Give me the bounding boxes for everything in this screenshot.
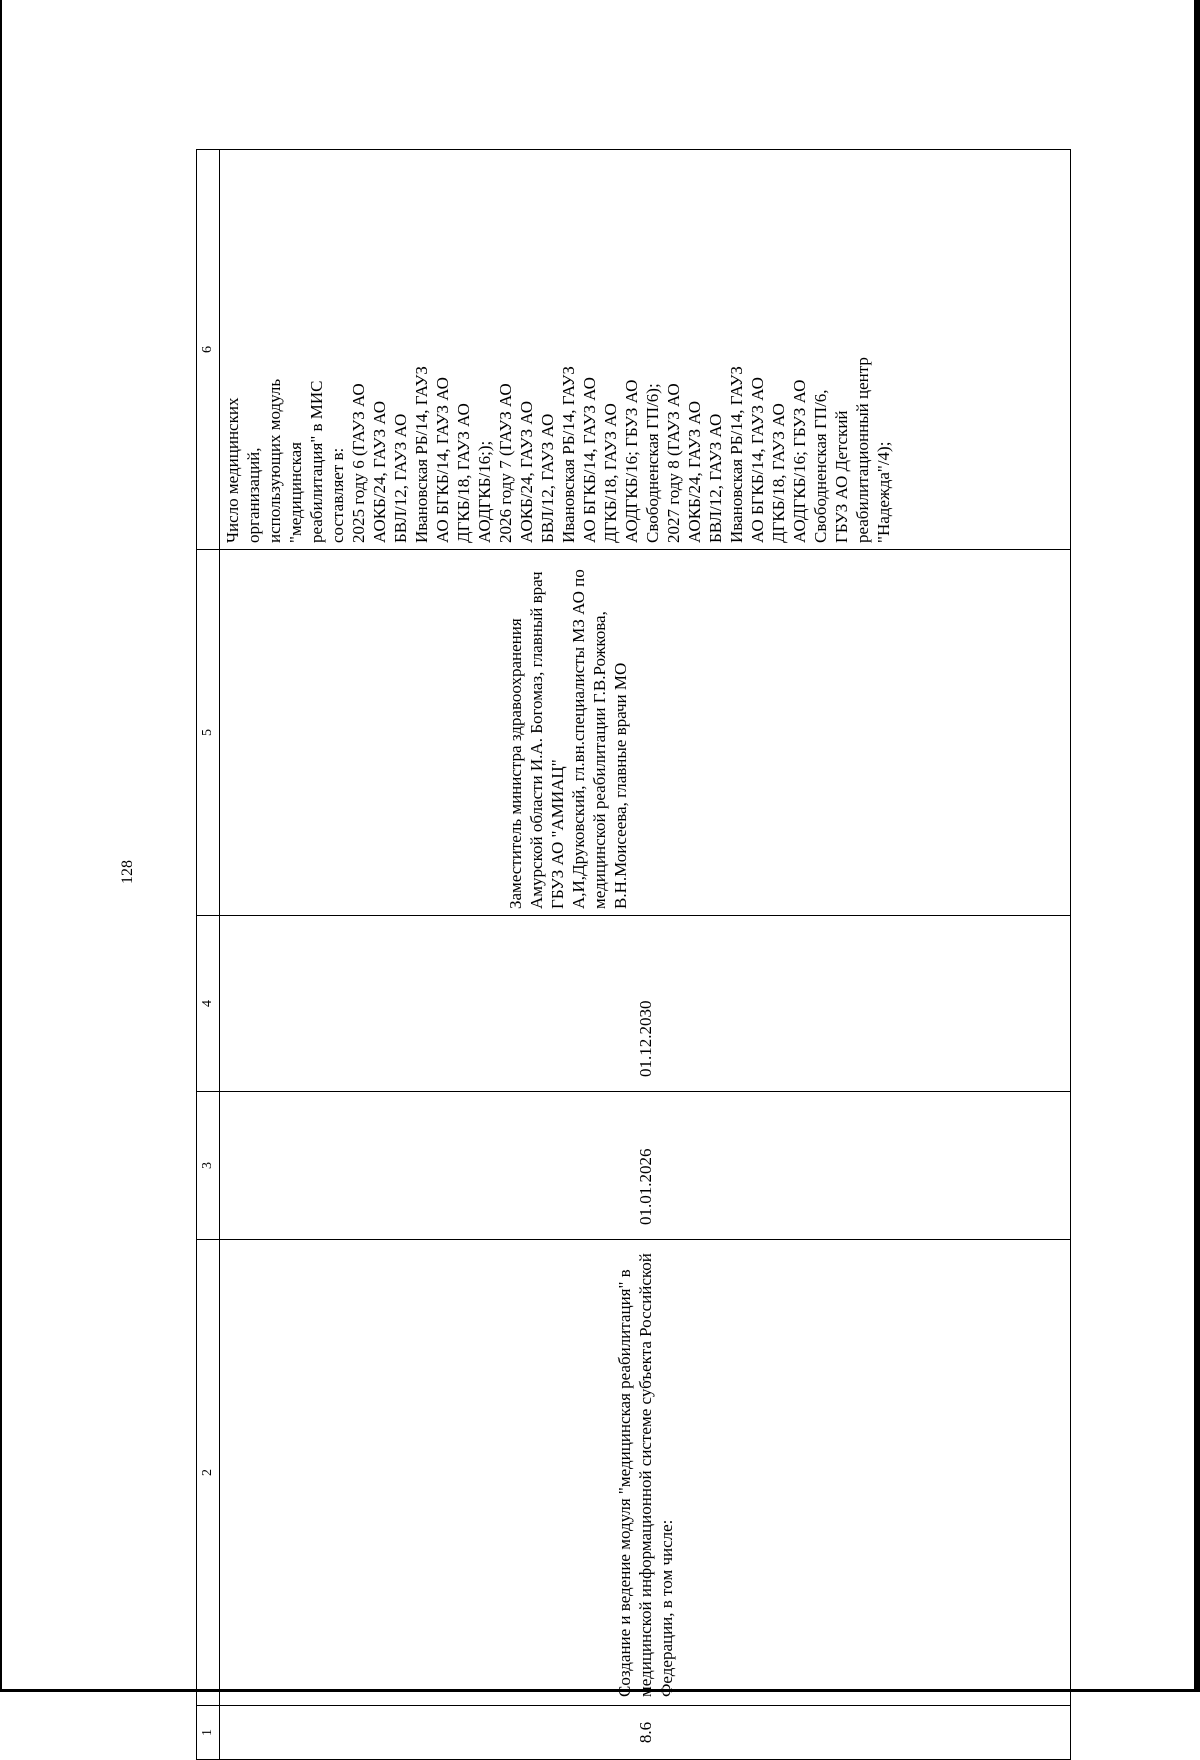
header-col-5: 5	[197, 550, 220, 916]
scan-border-right	[1194, 0, 1200, 1692]
table-container	[196, 150, 1071, 1760]
header-col-3: 3	[197, 1092, 220, 1240]
header-col-6: 6	[197, 150, 220, 550]
scan-border-left	[0, 0, 2, 1692]
page-number: 128	[119, 860, 136, 884]
end-date: 01.12.2030	[220, 916, 1071, 1092]
rotated-table-frame	[196, 150, 1071, 1760]
plan-table	[196, 149, 1071, 1760]
responsible-persons: Заместитель министра здравоохранения Амурской области И.А. Богомаз, главный врач ГБУЗ АО "АМИАЦ" А,И,Друковский, гл.вн.специалисты МЗ АО по медицинской реабилитации Г.В.Рожкова, В.Н.Моисеева, главные врачи МО	[220, 550, 1071, 916]
table-header-row	[197, 150, 220, 1760]
header-col-1: 1	[197, 1706, 220, 1760]
header-col-4: 4	[197, 916, 220, 1092]
task-description: Создание и ведение модуля "медицинская реабилитация" в медицинской информационной системе субъекта Российской Федерации, в том числе:	[220, 1240, 1071, 1706]
header-col-2: 2	[197, 1240, 220, 1706]
start-date: 01.01.2026	[220, 1092, 1071, 1240]
row-number: 8.6	[220, 1706, 1071, 1760]
table-row	[220, 150, 1071, 1760]
expected-result: Число медицинских организаций, использующих модуль "медицинская реабилитация" в МИС составляет в: 2025 году 6 (ГАУЗ АО АОКБ/24, ГАУЗ АО БВЛ/12, ГАУЗ АО Ивановская РБ/14, ГАУЗ АО БГКБ/14, ГАУЗ АО ДГКБ/18, ГАУЗ АО АОДГКБ/16;); 2026 году 7 (ГАУЗ АО АОКБ/24, ГАУЗ АО БВЛ/12, ГАУЗ АО Ивановская РБ/14, ГАУЗ АО БГКБ/14, ГАУЗ АО ДГКБ/18, ГАУЗ АО АОДГКБ/16; ГБУЗ АО Свободненская ГП/6); 2027 году 8 (ГАУЗ АО АОКБ/24, ГАУЗ АО БВЛ/12, ГАУЗ АО Ивановская РБ/14, ГАУЗ АО БГКБ/14, ГАУЗ АО ДГКБ/18, ГАУЗ АО АОДГКБ/16; ГБУЗ АО Свободненская ГП/6, ГБУЗ АО Детский реабилитационный центр "Надежда"/4);	[220, 150, 1071, 550]
